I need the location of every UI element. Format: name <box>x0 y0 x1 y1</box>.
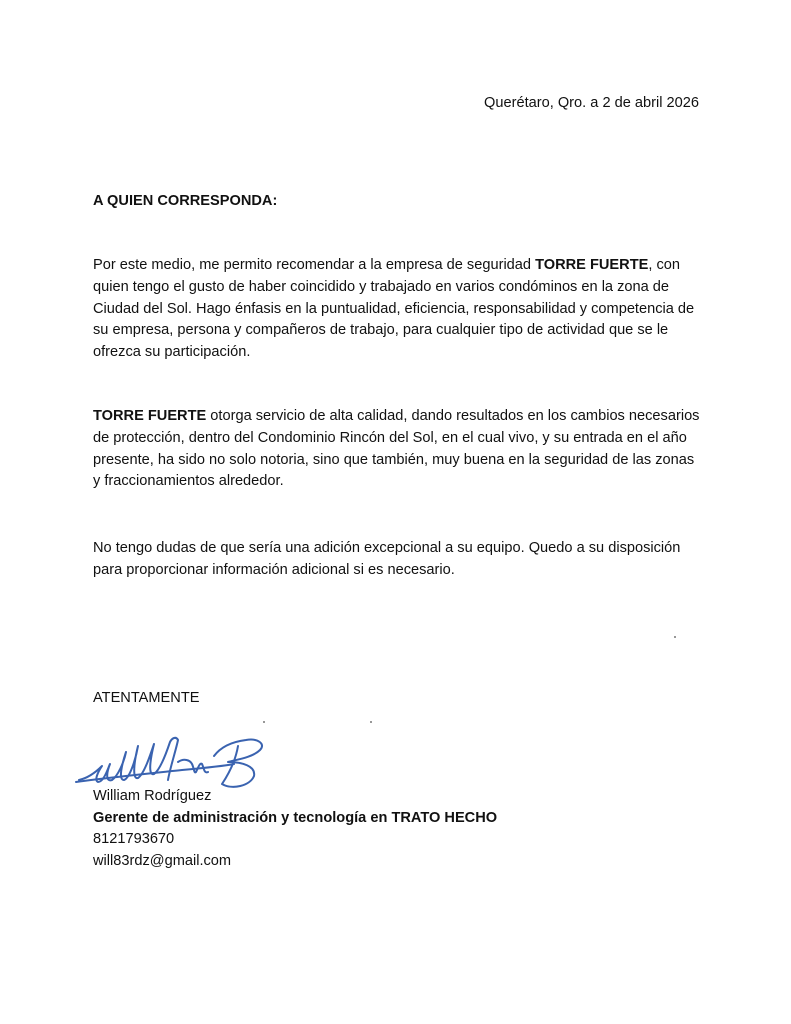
signer-title: Gerente de administración y tecnología en TRATO HECHO <box>93 809 498 826</box>
signer-name: William Rodríguez <box>93 788 212 804</box>
company-name: TORRE FUERTE <box>535 257 649 273</box>
stray-dot <box>370 721 372 723</box>
handwritten-signature <box>74 728 270 794</box>
stray-dot <box>674 636 676 638</box>
stray-dot <box>263 721 265 723</box>
paragraph-1-body: , con quien tengo el gusto de haber coincidido y trabajado en varios condóminos en la zona de Ciudad del Sol. Hago énfasis en la puntualidad, eficiencia, responsabilidad y competencia de su empresa, persona y compañeros de trabajo, para cualquier tipo de actividad que se le ofrezca su participación. <box>93 257 695 361</box>
paragraph-1-lead: Por este medio, me permito recomendar a la empresa de seguridad <box>93 257 536 273</box>
paragraph-2-body: otorga servicio de alta calidad, dando resultados en los cambios necesarios de protección, dentro del Condominio Rincón del Sol, en el cual vivo, y su entrada en el año presente, ha sido no solo notoria, sino que también, muy buena en la seguridad de las zonas y fraccionamientos alrededor. <box>93 408 700 490</box>
company-name: TORRE FUERTE <box>93 408 207 424</box>
paragraph-recommendation <box>93 255 703 364</box>
paragraph-service <box>93 406 703 493</box>
signer-phone: 8121793670 <box>93 831 175 847</box>
closing-word: ATENTAMENTE <box>93 690 200 706</box>
paragraph-closing-remark: No tengo dudas de que sería una adición excepcional a su equipo. Quedo a su disposición para proporcionar información adicional si es necesario. <box>93 540 681 578</box>
place-date: Querétaro, Qro. a 2 de abril 2026 <box>484 95 699 111</box>
salutation: A QUIEN CORRESPONDA: <box>93 193 278 209</box>
signer-email: will83rdz@gmail.com <box>93 852 232 869</box>
signer-block <box>93 786 497 872</box>
